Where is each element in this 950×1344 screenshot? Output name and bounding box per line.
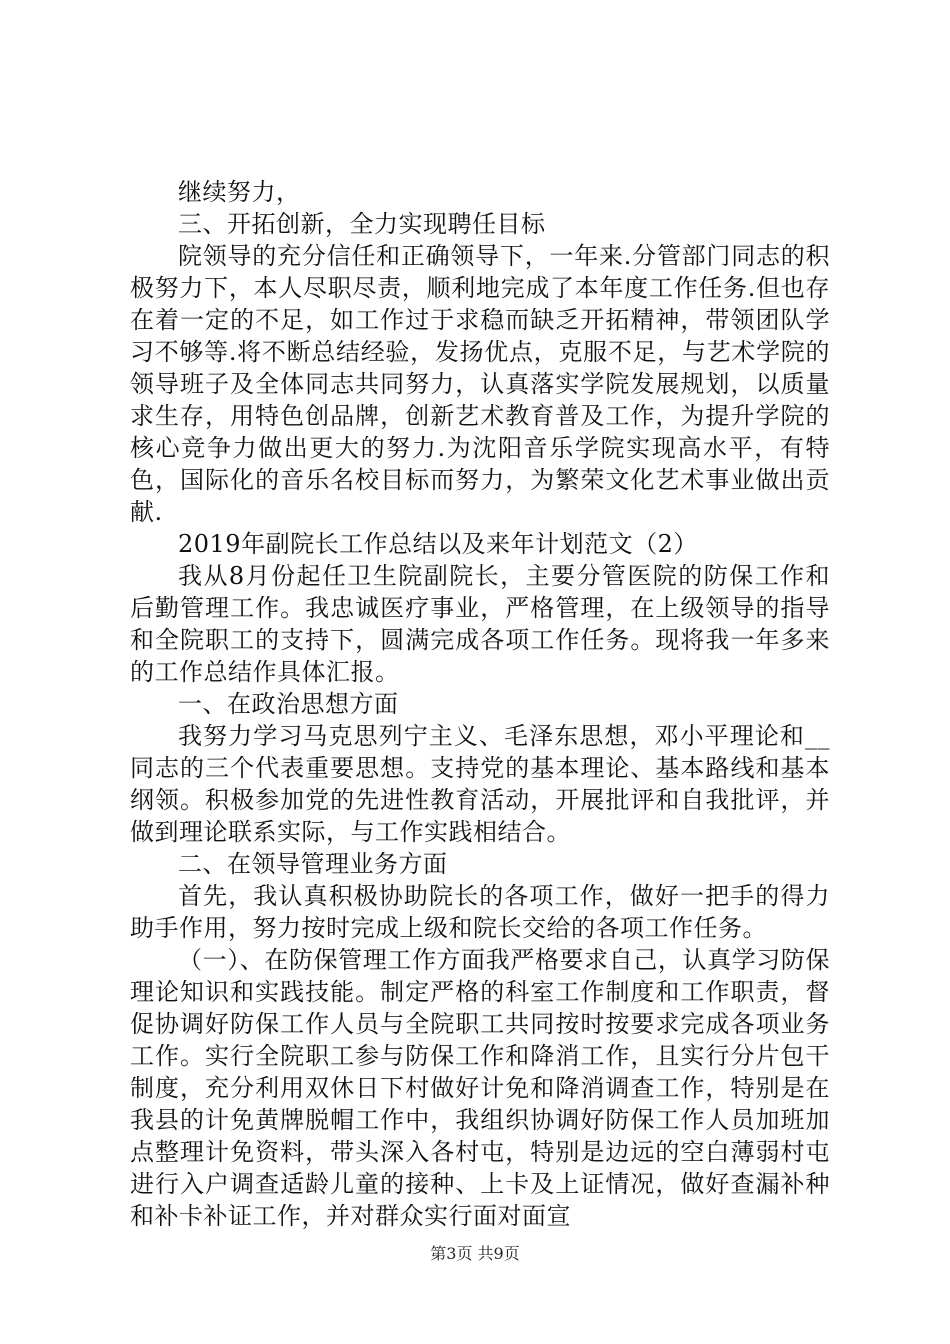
paragraph: 院领导的充分信任和正确领导下，一年来.分管部门同志的积极努力下，本人尽职尽责，顺利地完成了本年度工作任务.但也存在着一定的不足，如工作过于求稳而缺乏开拓精神，带领团队学习不够等.将不断总结经验，发扬优点，克服不足，与艺术学院的领导班子及全体同志共同努力，认真落实学院发展规划，以质量求生存，用特色创品牌，创新艺术教育普及工作，为提升学院的核心竞争力做出更大的努力.为沈阳音乐学院实现高水平，有特色，国际化的音乐名校目标而努力，为繁荣文化艺术事业做出贡献.	[130, 242, 830, 526]
paragraph: 继续努力，	[178, 178, 301, 206]
paragraph: （一）、在防保管理工作方面我严格要求自己，认真学习防保理论知识和实践技能。制定严格的科室工作制度和工作职责，督促协调好防保工作人员与全院职工共同按时按要求完成各项业务工作。实行全院职工参与防保工作和降消工作，且实行分片包干制度，充分利用双休日下村做好计免和降消调查工作，特别是在我县的计免黄牌脱帽工作中，我组织协调好防保工作人员加班加点整理计免资料，带头深入各村屯，特别是边远的空白薄弱村屯进行入户调查适龄儿童的接种、上卡及上证情况，做好查漏补种和补卡补证工作，并对群众实行面对面宣	[130, 946, 830, 1230]
section-heading: 二、在领导管理业务方面	[178, 850, 448, 878]
page-footer: 第3页 共9页	[430, 1244, 520, 1263]
paragraph: 我努力学习马克思列宁主义、毛泽东思想，邓小平理论和__同志的三个代表重要思想。支持党的基本理论、基本路线和基本纲领。积极参加党的先进性教育活动，开展批评和自我批评，并做到理论联系实际，与工作实践相结合。	[130, 722, 830, 846]
paragraph: 我从8月份起任卫生院副院长，主要分管医院的防保工作和后勤管理工作。我忠诚医疗事业，严格管理，在上级领导的指导和全院职工的支持下，圆满完成各项工作任务。现将我一年多来的工作总结作具体汇报。	[130, 562, 830, 686]
section-heading: 一、在政治思想方面	[178, 690, 399, 718]
article-title: 2019年副院长工作总结以及来年计划范文（2）	[178, 530, 698, 558]
paragraph: 首先，我认真积极协助院长的各项工作，做好一把手的得力助手作用，努力按时完成上级和院长交给的各项工作任务。	[130, 882, 830, 942]
document-body	[130, 176, 830, 1232]
section-heading: 三、开拓创新，全力实现聘任目标	[178, 210, 546, 238]
